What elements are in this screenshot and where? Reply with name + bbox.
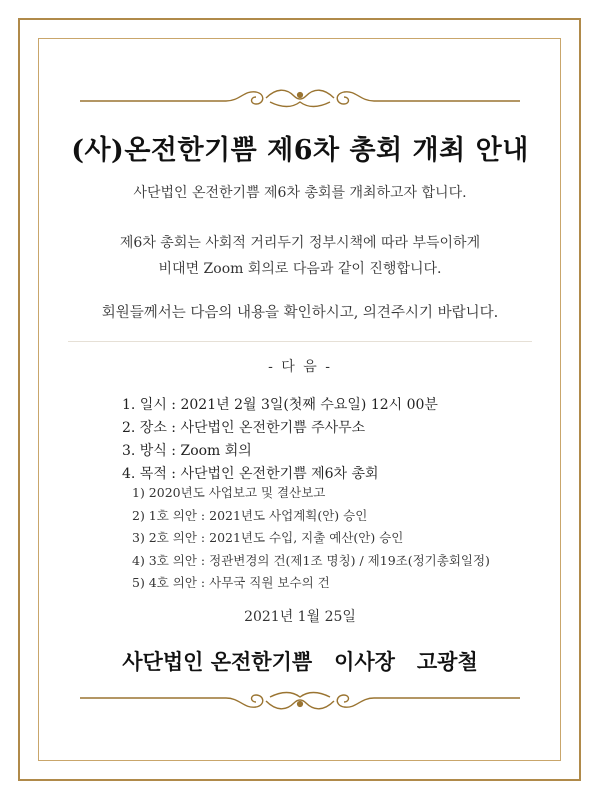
sub-item-2: 2) 1호 의안 : 2021년도 사업계획(안) 승인 bbox=[132, 507, 368, 523]
page-title: (사)온전한기쁨 제6차 총회 개최 안내 bbox=[71, 135, 529, 166]
intro-line-1: 사단법인 온전한기쁨 제6차 총회를 개최하고자 합니다. bbox=[133, 185, 467, 201]
agenda-item-datetime: 1. 일시 : 2021년 2월 3일(첫째 수요일) 12시 00분 bbox=[122, 397, 438, 413]
agenda-subitems bbox=[132, 482, 552, 595]
sub-item-4: 4) 3호 의안 : 정관변경의 건(제1조 명칭) / 제19조(정기총회일정) bbox=[132, 552, 490, 568]
bottom-ornament-icon bbox=[80, 689, 520, 715]
intro-line-2: 제6차 총회는 사회적 거리두기 정부시책에 따라 부득이하게 bbox=[119, 235, 481, 251]
top-ornament-icon bbox=[80, 84, 520, 110]
sub-item-5: 5) 4호 의안 : 사무국 직원 보수의 건 bbox=[132, 575, 330, 590]
agenda-item-method: 3. 방식 : Zoom 회의 bbox=[122, 443, 252, 459]
agenda-item-purpose: 4. 목적 : 사단법인 온전한기쁨 제6차 총회 bbox=[122, 466, 379, 482]
agenda-list bbox=[122, 394, 542, 486]
agenda-item-location: 2. 장소 : 사단법인 온전한기쁨 주사무소 bbox=[122, 420, 366, 436]
document-date: 2021년 1월 25일 bbox=[244, 609, 356, 625]
section-heading: - 다 음 - bbox=[268, 359, 332, 375]
section-divider bbox=[68, 341, 532, 342]
intro-line-4: 회원들께서는 다음의 내용을 확인하시고, 의견주시기 바랍니다. bbox=[101, 305, 499, 321]
sub-item-3: 3) 2호 의안 : 2021년도 수입, 지출 예산(안) 승인 bbox=[132, 530, 404, 545]
sub-item-1: 1) 2020년도 사업보고 및 결산보고 bbox=[132, 485, 326, 500]
signature-line: 사단법인 온전한기쁨 이사장 고광철 bbox=[122, 649, 478, 674]
intro-line-3: 비대면 Zoom 회의로 다음과 같이 진행합니다. bbox=[158, 261, 442, 277]
